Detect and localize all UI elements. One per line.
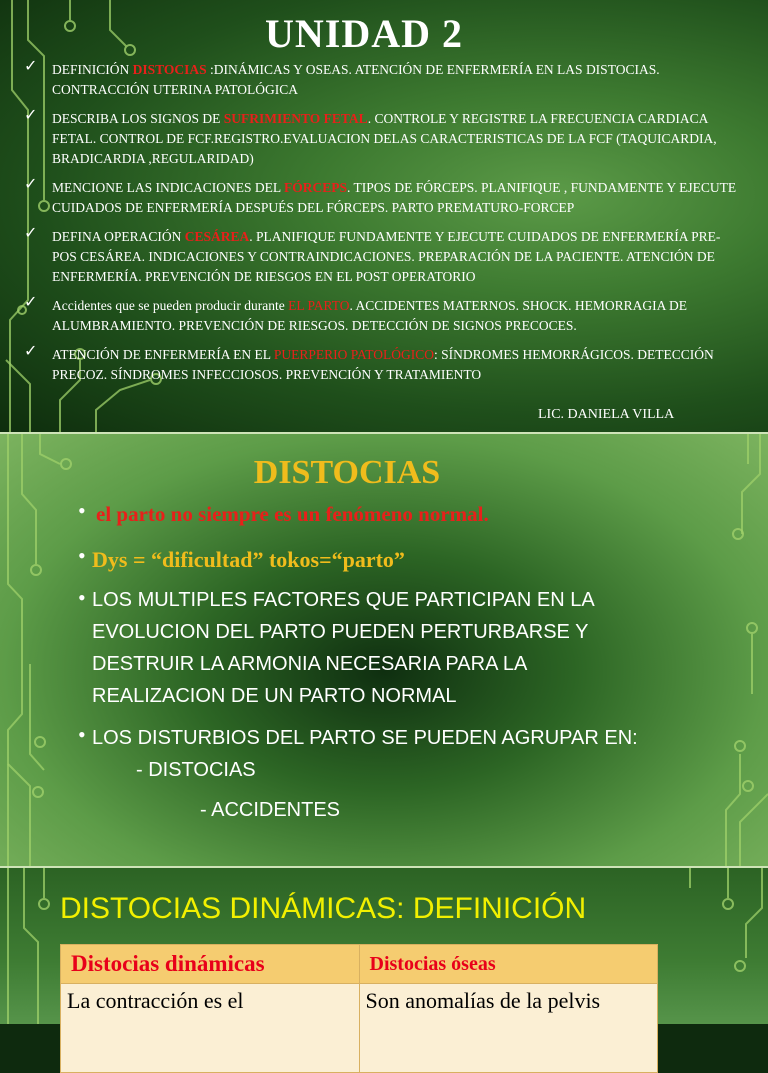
bullet-icon: • bbox=[78, 543, 86, 568]
slide-title: DISTOCIAS bbox=[253, 454, 441, 491]
slide-unidad-2 bbox=[0, 0, 768, 432]
list-item: ✓ MENCIONE LAS INDICACIONES DEL FÓRCEPS. TIPOS DE FÓRCEPS. PLANIFIQUE , FUNDAMENTE Y EJECUTE CUIDADOS DE ENFERMERÍA DESPUÉS DEL FÓRCEPS. PARTO PREMATURO-FORCEP bbox=[24, 176, 737, 215]
column-header-oseas: Distocias óseas bbox=[359, 945, 658, 984]
bullet-icon: • bbox=[78, 585, 86, 610]
comparison-table bbox=[60, 944, 658, 1073]
checkmark-icon: ✓ bbox=[24, 58, 38, 75]
table-cell: Son anomalías de la pelvis bbox=[359, 984, 658, 1073]
slide-title: DISTOCIAS DINÁMICAS: DEFINICIÓN bbox=[60, 892, 587, 925]
list-item: ✓ DESCRIBA LOS SIGNOS DE SUFRIMIENTO FETAL. CONTROLE Y REGISTRE LA FRECUENCIA CARDIACA FETAL. CONTROL DE FCF.REGISTRO.EVALUACION DELAS CARACTERISTICAS DE LA FCF (TAQUICARDIA, BRADICARDIA ,REGULARIDAD) bbox=[24, 107, 717, 166]
list-item: ✓ Accidentes que se pueden producir durante EL PARTO. ACCIDENTES MATERNOS. SHOCK. HEMORRAGIA DE ALUMBRAMIENTO. PREVENCIÓN DE RIESGOS. DETECCIÓN DE SIGNOS PRECOCES. bbox=[24, 294, 688, 333]
checkmark-icon: ✓ bbox=[24, 343, 38, 360]
bullet-text: Dys = “dificultad” tokos=“parto” bbox=[92, 547, 405, 572]
checkmark-icon: ✓ bbox=[24, 107, 38, 124]
topic-list bbox=[24, 60, 744, 394]
bullet-text: LOS MULTIPLES FACTORES QUE PARTICIPAN EN LA EVOLUCION DEL PARTO PUEDEN PERTURBARSE Y DESTRUIR LA ARMONIA NECESARIA PARA LA REALIZACION DE UN PARTO NORMAL bbox=[92, 589, 594, 707]
table-header-row bbox=[61, 945, 658, 984]
bullet-text: LOS DISTURBIOS DEL PARTO SE PUEDEN AGRUPAR EN: bbox=[92, 727, 638, 749]
list-item: ✓ DEFINA OPERACIÓN CESÁREA. PLANIFIQUE FUNDAMENTE Y EJECUTE CUIDADOS DE ENFERMERÍA PRE-POS CESÁREA. INDICACIONES Y CONTRAINDICACIONES. PREPARACIÓN DE LA PACIENTE. ATENCIÓN DE ENFERMERÍA. PREVENCIÓN DE RIESGOS EN EL POST OPERATORIO bbox=[24, 225, 721, 284]
checkmark-icon: ✓ bbox=[24, 176, 38, 193]
table-cell: La contracción es el bbox=[61, 984, 360, 1073]
author-name: LIC. DANIELA VILLA bbox=[538, 407, 675, 422]
sub-item: - ACCIDENTES bbox=[200, 799, 341, 821]
bullet-icon: • bbox=[78, 722, 86, 747]
column-header-dinamicas: Distocias dinámicas bbox=[61, 945, 360, 984]
slide-title: UNIDAD 2 bbox=[265, 11, 463, 56]
bullet-text: el parto no siempre es un fenómeno normal. bbox=[96, 502, 489, 526]
checkmark-icon: ✓ bbox=[24, 225, 38, 242]
bullet-icon: • bbox=[78, 498, 86, 523]
list-item: ✓ ATENCIÓN DE ENFERMERÍA EN EL PUERPERIO PATOLÓGICO: SÍNDROMES HEMORRÁGICOS. DETECCIÓN PRECOZ. SÍNDROMES INFECCIOSOS. PREVENCIÓN Y TRATAMIENTO bbox=[24, 343, 714, 382]
table-row bbox=[61, 984, 658, 1073]
checkmark-icon: ✓ bbox=[24, 294, 38, 311]
list-item: ✓ DEFINICIÓN DISTOCIAS :DINÁMICAS Y OSEAS. ATENCIÓN DE ENFERMERÍA EN LAS DISTOCIAS. CONTRACCIÓN UTERINA PATOLÓGICA bbox=[24, 58, 660, 97]
sub-item: - DISTOCIAS bbox=[136, 759, 256, 781]
